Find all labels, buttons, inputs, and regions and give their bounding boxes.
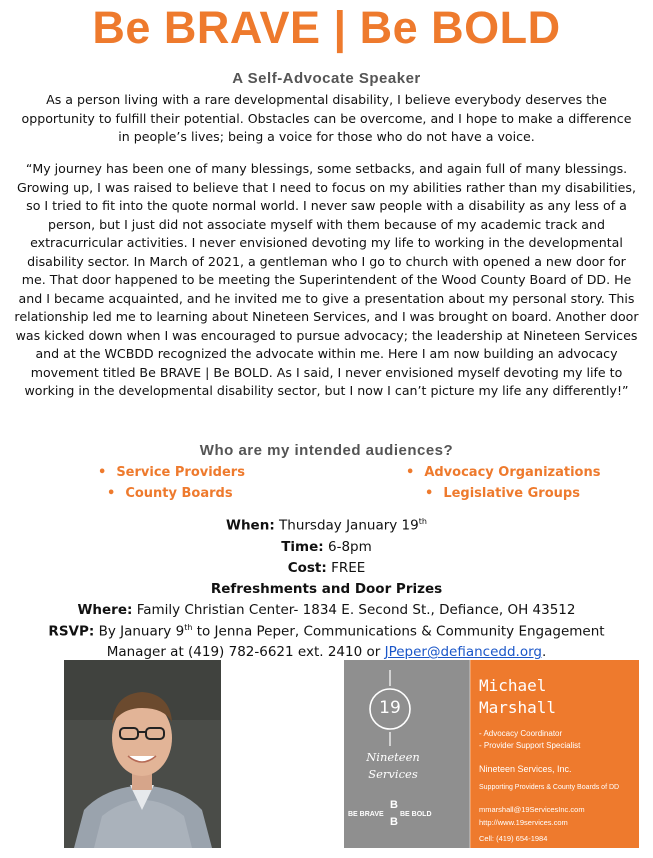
event-time: Time: 6-8pm [281,539,372,555]
event-when: When: Thursday January 19th [226,517,427,534]
logo-number: 19 [379,698,401,718]
event-rsvp-contact: Manager at (419) 782-6621 ext. 2410 or JPeper@defiancedd.org. [106,644,547,660]
logo-name-line-1: Nineteen [366,750,420,764]
event-where: Where: Family Christian Center- 1834 E. Second St., Defiance, OH 43512 [77,602,576,618]
bullet-icon: • [107,486,116,501]
card-last-name: Marshall [479,698,557,717]
page-title: Be BRAVE | Be BOLD [92,2,561,53]
event-rsvp: RSVP: By January 9th to Jenna Peper, Communications & Community Engagement [48,623,605,640]
card-role-2: - Provider Support Specialist [479,741,581,750]
event-refreshments: Refreshments and Door Prizes [210,581,443,597]
card-company: Nineteen Services, Inc. [479,764,572,774]
card-email: mmarshall@19ServicesInc.com [479,805,585,814]
audience-item-service-providers: • Service Providers [98,465,245,480]
brand-be-brave: BE BRAVE [348,811,384,818]
bullet-icon: • [98,465,107,480]
card-role-1: - Advocacy Coordinator [479,729,563,738]
brand-be-bold: BE BOLD [400,811,432,818]
brand-b-top: B [390,799,398,811]
quote-paragraph: “My journey has been one of many blessings, some setbacks, and again full of many blessings. Growing up, I was raised to believe that I need to focus on my abilities rather than my disabilities, so I tried to fit into the quote normal world. I never saw people with a disability as any less of a person, but I just did not associate myself with them because of my academic track and extracurricular activities. I never envisioned devoting my life to working in the developmental disability sector. In March of 2021, a gentleman who I go to church with opened a new door for me. That door happened to be meeting the Superintendent of the Wood County Board of DD. He and I became acquainted, and he invited me to give a presentation about my personal story. This relationship led me to learning about Nineteen Services, and I was brought on board. Another door was kicked down when I was encouraged to pursue advocacy; the leadership at Nineteen Services and at the WCBDD recognized the advocate within me. Here I am now building an advocacy movement titled Be BRAVE | Be BOLD. As I said, I never envisioned myself devoting my life to working in the developmental disability sector, but I now I can’t picture my life any differently!” [14,161,639,398]
audiences-heading: Who are my intended audiences? [199,442,454,459]
business-card [344,660,639,848]
bullet-icon: • [425,486,434,501]
subtitle: A Self-Advocate Speaker [232,70,421,87]
intro-paragraph: As a person living with a rare developmental disability, I believe everybody deserves the opportunity to fulfill their potential. Obstacles can be overcome, and I hope to make a difference in people’s lives; being a voice for those who do not have a voice. [21,92,632,144]
card-phone: Cell: (419) 654-1984 [479,834,548,843]
brand-b-bottom: B [390,816,398,828]
rsvp-email-link[interactable]: JPeper@defiancedd.org [384,644,542,660]
bullet-icon: • [406,465,415,480]
card-website: http://www.19services.com [479,818,568,827]
speaker-photo [64,660,221,848]
speaker-portrait-image [64,660,221,848]
audience-item-legislative-groups: • Legislative Groups [425,486,580,501]
audience-item-county-boards: • County Boards [107,486,233,501]
card-tagline: Supporting Providers & County Boards of DD [479,784,620,791]
card-first-name: Michael [479,676,547,695]
logo-name-line-2: Services [368,767,418,781]
audience-item-advocacy-organizations: • Advocacy Organizations [406,465,601,480]
event-cost: Cost: FREE [287,560,366,576]
